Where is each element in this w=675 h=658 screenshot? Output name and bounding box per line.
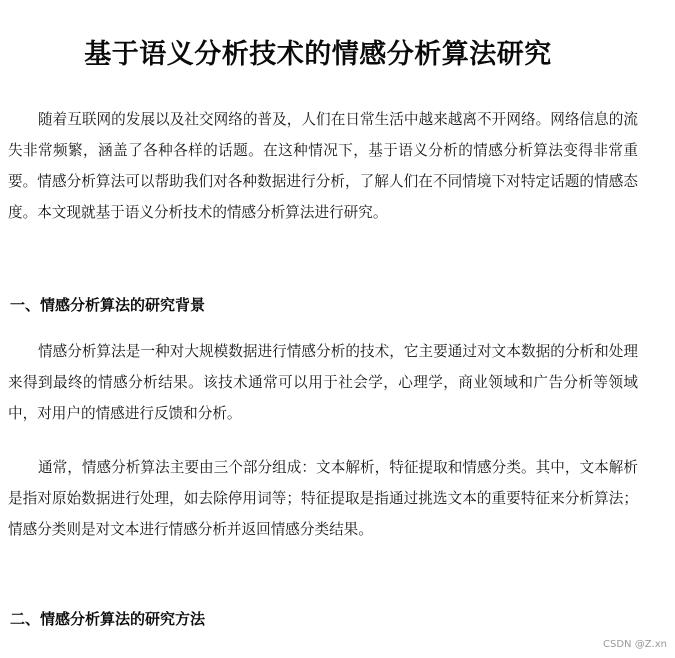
intro-paragraph: 随着互联网的发展以及社交网络的普及，人们在日常生活中越来越离不开网络。网络信息的流失非常频繁，涵盖了各种各样的话题。在这种情况下，基于语义分析的情感分析算法变得非常重要。情感分析算法可以帮助我们对各种数据进行分析，了解人们在不同情境下对特定话题的情感态度。本文现就基于语义分析技术的情感分析算法进行研究。: [8, 111, 638, 221]
background-paragraph-2: 通常，情感分析算法主要由三个部分组成：文本解析，特征提取和情感分类。其中，文本解析是指对原始数据进行处理，如去除停用词等；特征提取是指通过挑选文本的重要特征来分析算法；情感分类则是对文本进行情感分析并返回情感分类结果。: [8, 459, 638, 538]
section-heading-methods: 二、情感分析算法的研究方法: [10, 610, 206, 628]
background-paragraph-1: 情感分析算法是一种对大规模数据进行情感分析的技术，它主要通过对文本数据的分析和处理来得到最终的情感分析结果。该技术通常可以用于社会学，心理学，商业领域和广告分析等领域中，对用户的情感进行反馈和分析。: [8, 343, 638, 422]
watermark: CSDN @Z.xn: [603, 639, 667, 650]
section-heading-background: 一、情感分析算法的研究背景: [10, 296, 206, 314]
document-title: 基于语义分析技术的情感分析算法研究: [84, 39, 552, 70]
